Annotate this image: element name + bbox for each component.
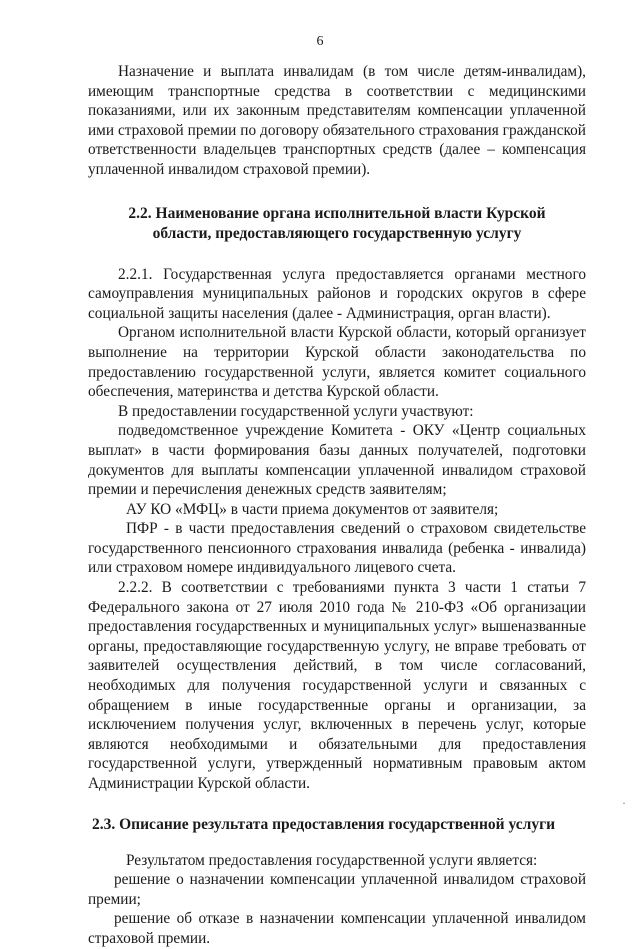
page-number: 6 bbox=[316, 34, 324, 49]
paragraph-participant-mfc: АУ КО «МФЦ» в части приема документов от заявителя; bbox=[126, 500, 499, 518]
document-body bbox=[88, 62, 586, 949]
paragraph-2-2-1: 2.2.1. Государственная услуга предоставляется органами местного самоуправления муниципальных районов и городских округов в сфере социальной защиты населения (далее - Администрация, орган власти). bbox=[88, 265, 586, 322]
section-2-2-heading: 2.2. Наименование органа исполнительной власти Курской области, предоставляющего государственную услугу bbox=[128, 204, 546, 242]
margin-mark: · bbox=[622, 796, 626, 810]
intro-paragraph: Назначение и выплата инвалидам (в том числе детям-инвалидам), имеющим транспортные средства в соответствии с медицинскими показаниями, или их законным представителям компенсации уплаченной ими страховой премии по договору обязательного страхования гражданской ответственности владельцев транспортных средств (далее – компенсация уплаченной инвалидом страховой премии). bbox=[88, 63, 586, 178]
paragraph-participant-oku: подведомственное учреждение Комитета - ОКУ «Центр социальных выплат» в части формирования базы данных получателей, подготовки документов для выплаты компенсации уплаченной инвалидом страховой премии и перечисления денежных средств заявителям; bbox=[88, 422, 586, 499]
paragraph-result-intro: Результатом предоставления государственной услуги является: bbox=[126, 851, 538, 869]
paragraph-result-refusal: решение об отказе в назначении компенсации уплаченной инвалидом страховой премии. bbox=[88, 910, 586, 947]
section-2-3-heading: 2.3. Описание результата предоставления государственной услуги bbox=[92, 815, 556, 833]
paragraph-participant-pfr: ПФР - в части предоставления сведений о страховом свидетельстве государственного пенсионного страхования инвалида (ребенка - инвалида) или страховом номере индивидуального лицевого счета. bbox=[88, 520, 586, 577]
paragraph-executive-body: Органом исполнительной власти Курской области, который организует выполнение на территории Курской области законодательства по предоставлению государственной услуги, является комитет социального обеспечения, материнства и детства Курской области. bbox=[88, 324, 586, 401]
paragraph-2-2-2: 2.2.2. В соответствии с требованиями пункта 3 части 1 статьи 7 Федерального закона от 27 июля 2010 года № 210-ФЗ «Об организации предоставления государственных и муниципальных услуг» вышеназванные органы, предоставляющие государственную услугу, не вправе требовать от заявителей осуществления действий, в том числе согласований, необходимых для получения государственной услуги и связанных с обращением в иные государственные органы и организации, за исключением получения услуг, включенных в перечень услуг, которые являются необходимыми и обязательными для предоставления государственной услуги, утвержденный нормативным правовым актом Администрации Курской области. bbox=[88, 579, 586, 792]
paragraph-result-grant: решение о назначении компенсации уплаченной инвалидом страховой премии; bbox=[88, 871, 586, 908]
paragraph-participants-intro: В предоставлении государственной услуги участвуют: bbox=[118, 402, 474, 420]
